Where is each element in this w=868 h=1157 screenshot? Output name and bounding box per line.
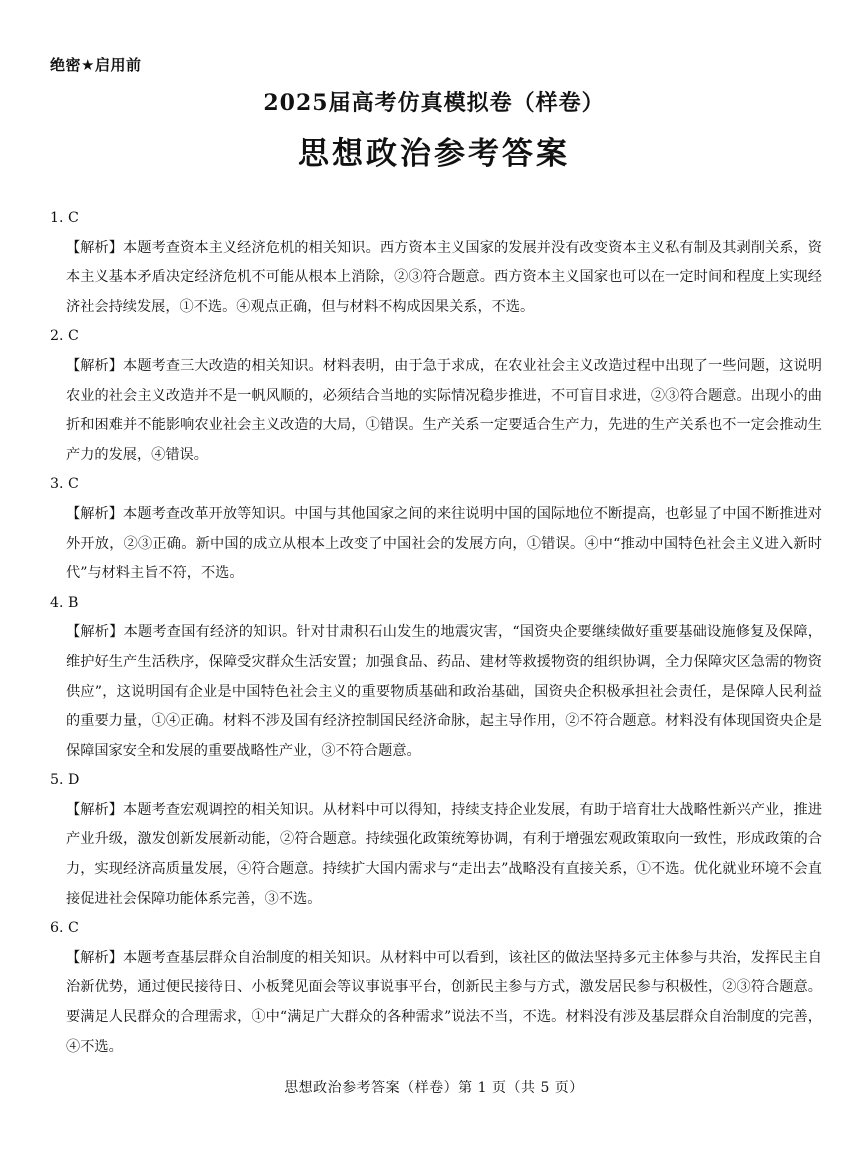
answer-item-1 xyxy=(50,204,822,322)
answer-analysis: 【解析】本题考查三大改造的相关知识。材料表明，由于急于求成，在农业社会主义改造过程中出现了一些问题，这说明农业的社会主义改造并不是一帆风顺的，必须结合当地的实际情况稳步推进，不可盲目求进，②③符合题意。出现小的曲折和困难并不能影响农业社会主义改造的大局，①错误。生产关系一定要适合生产力，先进的生产关系也不一定会推动生产力的发展，④错误。 xyxy=(66,357,822,463)
answer-item-6 xyxy=(50,914,822,1062)
answer-item-4 xyxy=(50,589,822,767)
answer-analysis: 【解析】本题考查基层群众自治制度的相关知识。从材料中可以看到，该社区的做法坚持多元主体参与共治，发挥民主自治新优势，通过便民接待日、小板凳见面会等议事说事平台，创新民主参与方式，激发居民参与积极性，②③符合题意。要满足人民群众的合理需求，①中“满足广大群众的各种需求”说法不当，不选。材料没有涉及基层群众自治制度的完善，④不选。 xyxy=(66,949,822,1055)
answer-number: 1. C xyxy=(50,210,79,226)
answer-list xyxy=(50,204,822,1062)
page-footer: 思想政治参考答案（样卷）第 1 页（共 5 页） xyxy=(284,1080,584,1096)
confidential-label: 绝密★启用前 xyxy=(50,56,142,74)
document-subject-title: 思想政治参考答案 xyxy=(298,136,570,172)
exam-title: 2025届高考仿真模拟卷（样卷） xyxy=(263,90,605,116)
answer-analysis: 【解析】本题考查国有经济的知识。针对甘肃积石山发生的地震灾害，“国资央企要继续做好重要基础设施修复及保障，维护好生产生活秩序，保障受灾群众生活安置；加强食品、药品、建材等救援物资的组织协调，全力保障灾区急需的物资供应”，这说明国有企业是中国特色社会主义的重要物质基础和政治基础，国资央企积极承担社会责任，是保障人民利益的重要力量，①④正确。材料不涉及国有经济控制国民经济命脉，起主导作用，②不符合题意。材料没有体现国资央企是保障国家安全和发展的重要战略性产业，③不符合题意。 xyxy=(66,624,822,759)
answer-number: 2. C xyxy=(50,328,79,345)
answer-analysis: 【解析】本题考查资本主义经济危机的相关知识。西方资本主义国家的发展并没有改变资本主义私有制及其剥削关系，资本主义基本矛盾决定经济危机不可能从根本上消除，②③符合题意。西方资本主义国家也可以在一定时间和程度上实现经济社会持续发展，①不选。④观点正确，但与材料不构成因果关系，不选。 xyxy=(66,239,822,315)
answer-analysis: 【解析】本题考查宏观调控的相关知识。从材料中可以得知，持续支持企业发展，有助于培育壮大战略性新兴产业，推进产业升级，激发创新发展新动能，②符合题意。持续强化政策统筹协调，有利于增强宏观政策取向一致性，形成政策的合力，实现经济高质量发展，④符合题意。持续扩大国内需求与“走出去”战略没有直接关系，①不选。优化就业环境不会直接促进社会保障功能体系完善，③不选。 xyxy=(66,801,822,907)
answer-number: 3. C xyxy=(50,476,79,493)
answer-item-5 xyxy=(50,766,822,914)
answer-number: 5. D xyxy=(50,772,80,789)
answer-item-3 xyxy=(50,470,822,588)
answer-item-2 xyxy=(50,322,822,470)
answer-analysis: 【解析】本题考查改革开放等知识。中国与其他国家之间的来往说明中国的国际地位不断提高，也彰显了中国不断推进对外开放，②③正确。新中国的成立从根本上改变了中国社会的发展方向，①错误。④中“推动中国特色社会主义进入新时代”与材料主旨不符，不选。 xyxy=(66,505,822,582)
answer-number: 6. C xyxy=(50,920,79,937)
answer-number: 4. B xyxy=(50,594,79,611)
